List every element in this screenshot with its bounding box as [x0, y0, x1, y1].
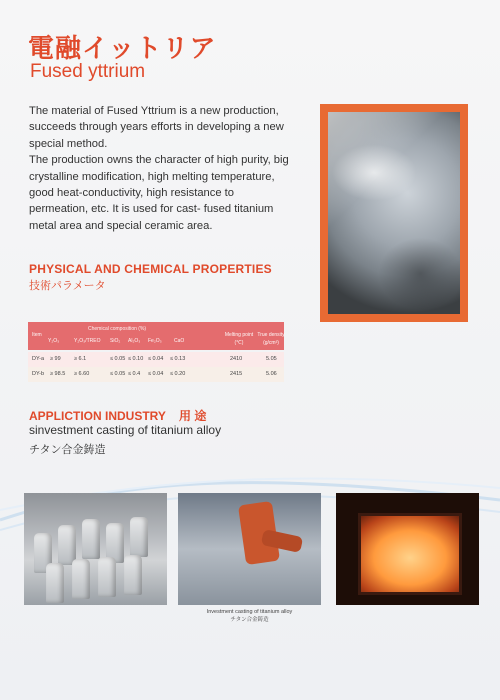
application-title: [29, 407, 206, 424]
col-header-al2o3: Al₂O₃: [128, 338, 141, 344]
table-cell: ≤ 0.20: [170, 371, 186, 377]
table-row: [28, 352, 284, 367]
properties-table: [28, 322, 284, 380]
table-header: [28, 322, 284, 350]
table-cell: ≥ 98.5: [50, 371, 66, 377]
table-cell: 5.05: [266, 356, 277, 362]
table-cell: ≥ 99: [50, 356, 61, 362]
table-cell: 2415: [230, 371, 243, 377]
col-unit-melting-point: (℃): [234, 340, 244, 346]
row-grade: DY-a: [32, 356, 45, 362]
table-cell: ≤ 0.05: [110, 371, 126, 377]
col-header-fe2o3: Fe₂O₃: [148, 338, 162, 344]
application-title-en: APPLICTION INDUSTRY: [29, 409, 166, 423]
col-header-melting-point: Melting point: [224, 332, 254, 338]
photo-caption: [178, 608, 321, 624]
table-cell: ≤ 0.05: [110, 356, 126, 362]
application-line-1: sinvestment casting of titanium alloy: [29, 423, 222, 437]
castings-photo: [24, 493, 167, 605]
furnace-photo: [336, 493, 479, 605]
table-cell: ≥ 6.60: [74, 371, 90, 377]
application-title-jp: 用 途: [179, 409, 207, 423]
col-header-y2o3-treo: Y₂O₃/TREO: [74, 338, 101, 344]
table-cell: ≥ 6.1: [74, 356, 87, 362]
table-cell: ≤ 0.04: [148, 371, 164, 377]
properties-title: PHYSICAL AND CHEMICAL PROPERTIES: [29, 262, 272, 276]
table-cell: 5.06: [266, 371, 277, 377]
table-cell: ≤ 0.4: [128, 371, 141, 377]
chemical-composition-header: Chemical composition (%): [88, 326, 147, 332]
title-japanese: 電融イットリア: [28, 33, 217, 63]
table-row: [28, 367, 284, 382]
col-header-y2o3: Y₂O₃: [48, 338, 60, 344]
row-grade: DY-b: [32, 371, 45, 377]
table-cell: ≤ 0.04: [148, 356, 164, 362]
caption-line-1: Investment casting of titanium alloy: [206, 609, 293, 615]
col-header-true-density: True density: [257, 332, 285, 338]
intro-text: [29, 103, 294, 234]
properties-subtitle: 技術パラメータ: [29, 280, 106, 292]
caption-line-2: チタン合金鋳造: [230, 617, 269, 623]
robot-casting-photo: [178, 493, 321, 605]
col-header-cao: CaO: [174, 338, 185, 344]
table-cell: ≤ 0.13: [170, 356, 186, 362]
title-english: Fused yttrium: [30, 61, 146, 82]
table-cell: 2410: [230, 356, 243, 362]
intro-paragraph-2: The production owns the character of high purity, big crystalline modification, high melting temperature, good heat-conductivity, high resistance to permeation, etc. It is used for cast- fused titanium metal area and special ceramic area.: [29, 154, 289, 232]
product-photo-frame: [320, 104, 468, 322]
application-line-2: チタン合金鋳造: [29, 444, 106, 456]
table-cell: ≤ 0.10: [128, 356, 144, 362]
intro-paragraph-1: The material of Fused Yttrium is a new production, succeeds through years efforts in developing a new special method.: [29, 105, 284, 150]
col-header-sio2: SiO₂: [110, 338, 121, 344]
col-unit-true-density: (g/cm³): [263, 340, 279, 346]
grade-header: Item: [32, 332, 42, 338]
crystal-photo: [328, 112, 460, 314]
